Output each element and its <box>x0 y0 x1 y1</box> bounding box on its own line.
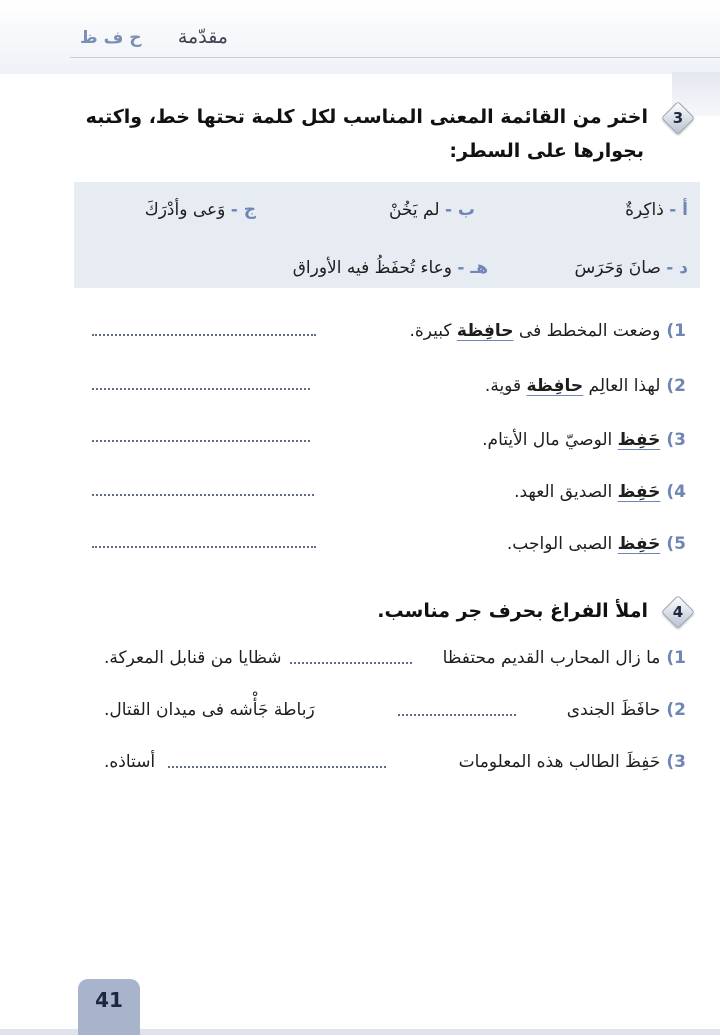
answer-line-4[interactable] <box>92 494 314 496</box>
ex4-item-2-start: 2)حافَظَ الجندى <box>566 700 686 720</box>
ex4-item-3-end: أستاذه. <box>104 752 156 772</box>
exercise-3-instruction-line2: بجوارها على السطر: <box>449 140 644 162</box>
ex3-item-1: 1)وضعت المخطط فى حافِظة كبيرة. <box>409 321 686 341</box>
exercise-4-number: 4 <box>672 603 684 621</box>
exercise-4-badge <box>660 594 696 630</box>
exercise-3-instruction-line1: اختر من القائمة المعنى المناسب لكل كلمة تحتها خط، واكتبه <box>85 106 648 128</box>
answer-line-3[interactable] <box>92 440 310 442</box>
exercise-3-badge <box>660 100 696 136</box>
blank-1[interactable] <box>290 662 412 664</box>
blank-3[interactable] <box>168 766 386 768</box>
root-letters: ح ف ظ <box>80 28 142 48</box>
blank-2[interactable] <box>398 714 516 716</box>
option-e: هـ - وعاء تُحفَظُ فيه الأوراق <box>292 258 488 278</box>
exercise-3-number: 3 <box>672 109 684 127</box>
ex3-item-2: 2)لهذا العالِم حافِظة قوية. <box>484 376 686 396</box>
ex3-item-4: 4)حَفِظ الصديق العهد. <box>514 482 686 502</box>
page-number: 41 <box>95 988 123 1012</box>
answer-line-2[interactable] <box>92 388 310 390</box>
header-divider <box>70 57 720 58</box>
ex4-item-2-end: رَباطة جَأْشه فى ميدان القتال. <box>104 700 315 720</box>
answer-line-5[interactable] <box>92 546 316 548</box>
answer-line-1[interactable] <box>92 334 316 336</box>
ex3-item-3: 3)حَفِظ الوصيّ مال الأيتام. <box>482 430 686 450</box>
exercise-4-instruction: املأ الفراغ بحرف جر مناسب. <box>377 600 648 622</box>
chapter-title: مقدّمة <box>177 26 228 48</box>
option-d: د - صانَ وَحَرَسَ <box>574 258 688 278</box>
ex3-item-5: 5)حَفِظ الصبى الواجب. <box>506 534 686 554</box>
ex4-item-1-end: شظايا من قنابل المعركة. <box>104 648 282 668</box>
option-b: ب - لم يَخُنْ <box>388 200 475 220</box>
option-a: أ - ذاكِرةٌ <box>625 200 688 220</box>
option-c: ج - وَعى وأدْرَكَ <box>144 200 256 220</box>
ex4-item-1-start: 1)ما زال المحارب القديم محتفظا <box>442 648 686 668</box>
ex4-item-3-start: 3)حَفِظَ الطالب هذه المعلومات <box>458 752 686 772</box>
